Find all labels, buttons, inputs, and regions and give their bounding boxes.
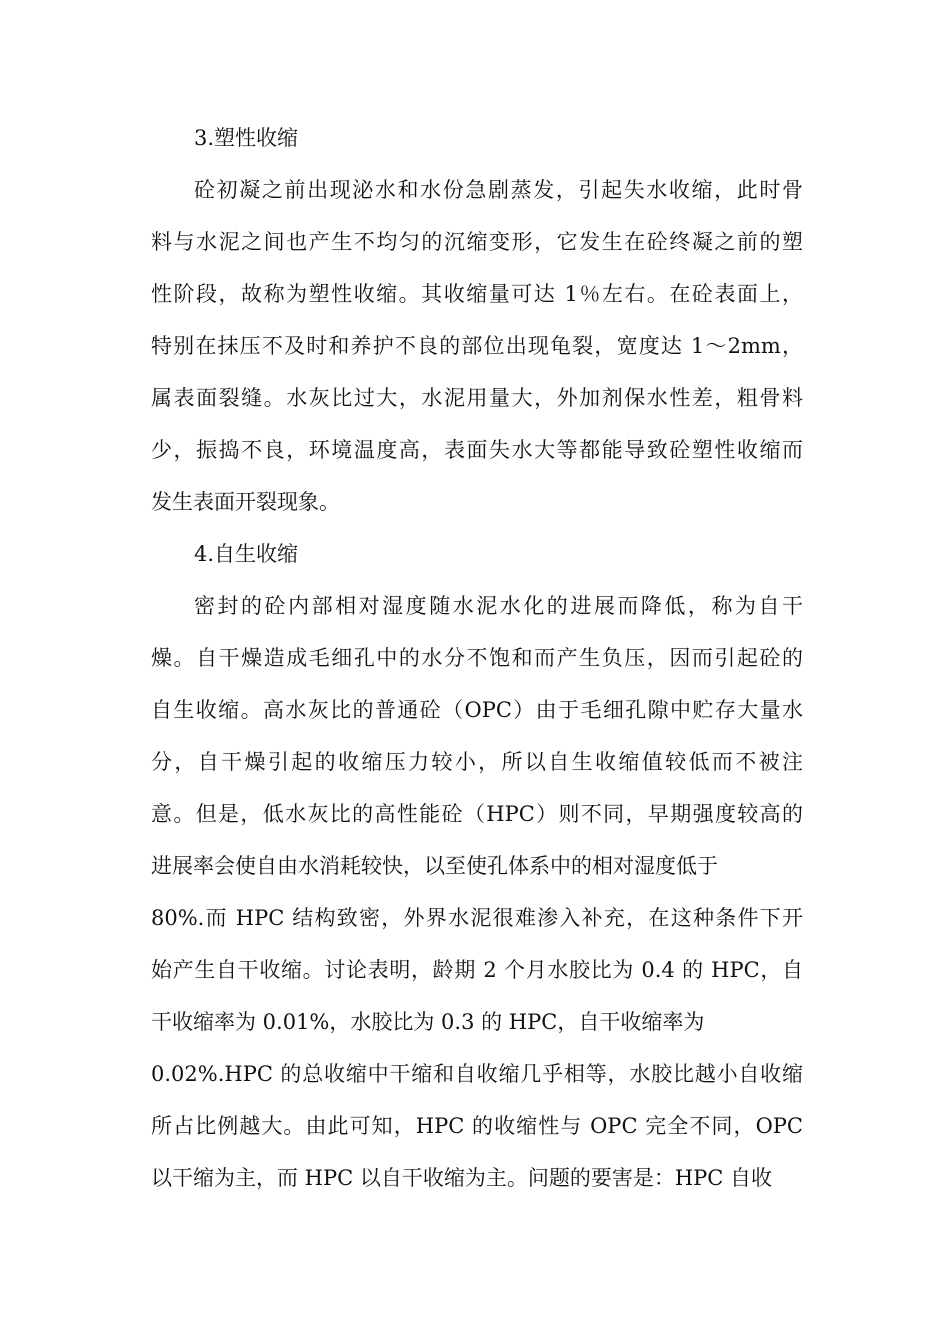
paragraph-line: 特别在抹压不及时和养护不良的部位出现龟裂，宽度达 1～2mm， <box>151 334 803 358</box>
paragraph-line: 以干缩为主，而 HPC 以自干收缩为主。问题的要害是：HPC 自收 <box>151 1166 773 1190</box>
paragraph-line: 干收缩率为 0.01%，水胶比为 0.3 的 HPC，自干收缩率为 <box>151 1010 705 1034</box>
paragraph-line: 分，自干燥引起的收缩压力较小，所以自生收缩值较低而不被注 <box>151 750 803 774</box>
paragraph-line: 0.02%.HPC 的总收缩中干缩和自收缩几乎相等，水胶比越小自收缩 <box>151 1062 803 1086</box>
section-heading-autogenous-shrinkage: 4.自生收缩 <box>194 542 299 566</box>
paragraph-line: 属表面裂缝。水灰比过大，水泥用量大，外加剂保水性差，粗骨料 <box>151 386 803 410</box>
paragraph-line: 进展率会使自由水消耗较快，以至使孔体系中的相对湿度低于 <box>151 854 718 878</box>
paragraph-line: 始产生自干收缩。讨论表明，龄期 2 个月水胶比为 0.4 的 HPC，自 <box>151 958 803 982</box>
paragraph-line: 砼初凝之前出现泌水和水份急剧蒸发，引起失水收缩，此时骨 <box>194 178 803 202</box>
document-body <box>151 112 803 1204</box>
paragraph-line: 自生收缩。高水灰比的普通砼（OPC）由于毛细孔隙中贮存大量水 <box>151 698 803 722</box>
paragraph-line: 发生表面开裂现象。 <box>151 490 340 514</box>
paragraph-line: 燥。自干燥造成毛细孔中的水分不饱和而产生负压，因而引起砼的 <box>151 646 803 670</box>
paragraph-line: 80%.而 HPC 结构致密，外界水泥很难渗入补充，在这种条件下开 <box>151 906 803 930</box>
paragraph-line: 料与水泥之间也产生不均匀的沉缩变形，它发生在砼终凝之前的塑 <box>151 230 803 254</box>
section-heading-plastic-shrinkage: 3.塑性收缩 <box>194 126 299 150</box>
paragraph-line: 所占比例越大。由此可知，HPC 的收缩性与 OPC 完全不同，OPC <box>151 1114 803 1138</box>
paragraph-line: 密封的砼内部相对湿度随水泥水化的进展而降低，称为自干 <box>194 594 803 618</box>
paragraph-line: 性阶段，故称为塑性收缩。其收缩量可达 1％左右。在砼表面上， <box>151 282 803 306</box>
paragraph-line: 意。但是，低水灰比的高性能砼（HPC）则不同，早期强度较高的 <box>151 802 803 826</box>
paragraph-line: 少，振捣不良，环境温度高，表面失水大等都能导致砼塑性收缩而 <box>151 438 803 462</box>
